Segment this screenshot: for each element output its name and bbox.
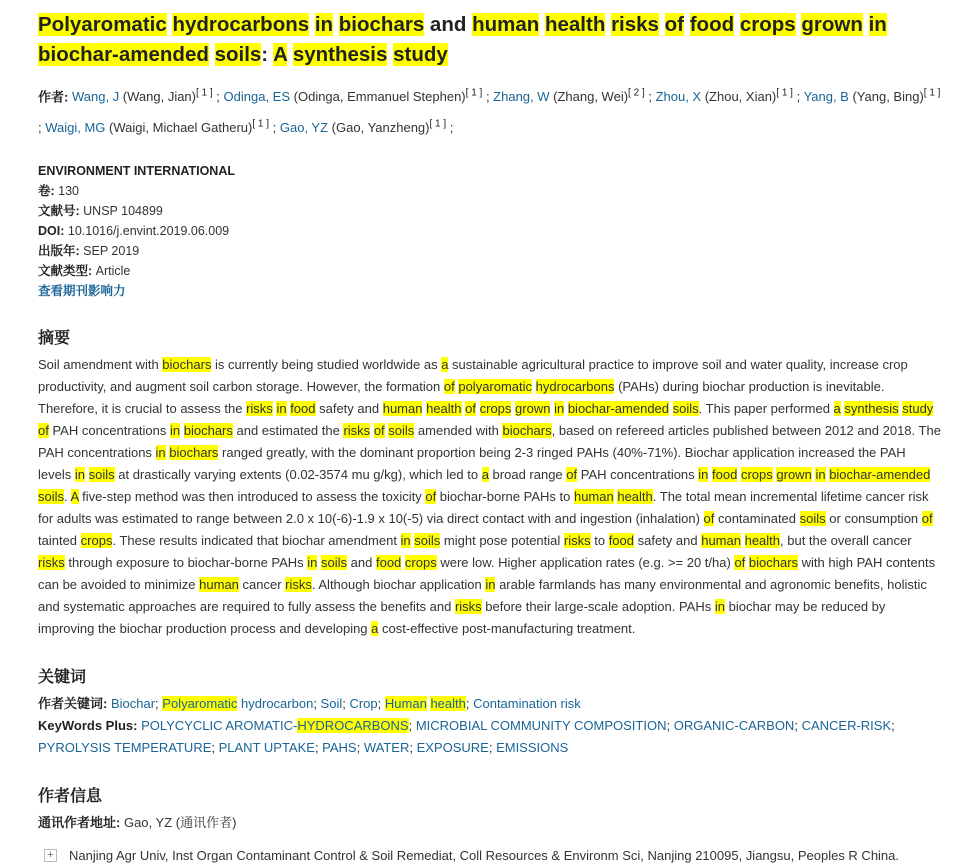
text-segment: hydrocarbon xyxy=(237,695,314,711)
highlighted-term: of xyxy=(373,422,385,438)
keyword-link[interactable] xyxy=(496,740,568,755)
highlighted-term: in xyxy=(698,466,709,482)
text-segment: cost-effective post-manufacturing treatment. xyxy=(378,620,636,636)
highlighted-term: human xyxy=(472,13,540,36)
highlighted-term: synthesis xyxy=(292,43,388,66)
keyword-link[interactable] xyxy=(162,696,313,711)
text-segment xyxy=(209,43,215,66)
highlighted-term: Polyaromatic xyxy=(162,695,238,711)
highlighted-term: a xyxy=(833,400,841,416)
highlighted-term: crops xyxy=(80,532,113,548)
highlighted-term: risks xyxy=(343,422,371,438)
keyword-link[interactable] xyxy=(322,740,356,755)
affiliation-ref[interactable]: [ 2 ] xyxy=(628,88,645,99)
highlighted-term: risks xyxy=(246,400,273,416)
text-segment: PYROLYSIS TEMPERATURE xyxy=(38,739,212,755)
journal-name: ENVIRONMENT INTERNATIONAL xyxy=(38,163,235,178)
publication-meta xyxy=(38,161,941,301)
highlighted-term: grown xyxy=(515,400,551,416)
highlighted-term: biochar-amended xyxy=(567,400,670,416)
highlighted-term: health xyxy=(544,13,606,36)
text-segment: (PAHs) during biochar production is inevitable. Therefore, it is crucial to assess the xyxy=(38,378,885,416)
text-segment: Biochar xyxy=(110,695,156,711)
text-segment xyxy=(287,43,293,66)
volume-value: 130 xyxy=(58,183,80,198)
text-segment: were low. Higher application rates (e.g. >= 20 t/ha) xyxy=(436,554,735,570)
highlighted-term: biochars xyxy=(162,356,212,372)
doi-value: 10.1016/j.envint.2019.06.009 xyxy=(67,223,230,238)
text-segment: five-step method was then introduced to assess the toxicity xyxy=(78,488,426,504)
highlighted-term: soils xyxy=(321,554,348,570)
keyword-link[interactable] xyxy=(416,718,667,733)
highlighted-term: food xyxy=(712,466,738,482)
highlighted-term: soils xyxy=(799,510,826,526)
highlighted-term: in xyxy=(155,444,166,460)
text-segment: POLYCYCLIC AROMATIC- xyxy=(141,717,298,733)
highlighted-term: in xyxy=(714,598,725,614)
highlighted-term: of xyxy=(38,422,49,438)
keyword-link[interactable] xyxy=(321,696,343,711)
keyword-link[interactable] xyxy=(141,718,409,733)
text-segment: Soil amendment with xyxy=(38,356,163,372)
keyword-link[interactable] xyxy=(385,696,466,711)
highlighted-term: health xyxy=(430,695,466,711)
highlighted-term: health xyxy=(426,400,462,416)
highlighted-term: human xyxy=(199,576,239,592)
affiliation-ref[interactable]: [ 1 ] xyxy=(252,118,270,130)
text-segment: Contamination risk xyxy=(473,695,581,711)
highlighted-term: risks xyxy=(285,576,312,592)
article-no-value: UNSP 104899 xyxy=(83,203,163,218)
highlighted-term: crops xyxy=(479,400,512,416)
text-segment: and xyxy=(347,554,376,570)
text-segment: ranged greatly, with the dominant proportion being 2-3 ringed PAHs (40%-71%). Biochar application increased the PAH levels xyxy=(38,444,906,482)
keyword-link[interactable] xyxy=(417,740,489,755)
doctype-value: Article xyxy=(95,263,131,278)
highlighted-term: A xyxy=(70,488,79,504)
text-segment: broad range xyxy=(488,466,567,482)
doi-row: DOI: 10.1016/j.envint.2019.06.009 xyxy=(38,223,230,238)
affiliation-ref[interactable]: [ 1 ] xyxy=(776,88,793,99)
author-link[interactable]: Zhou, X xyxy=(655,89,702,105)
highlighted-term: soils xyxy=(38,488,65,504)
doctype-row: 文献类型: Article xyxy=(38,263,131,278)
highlighted-term: food xyxy=(375,554,402,570)
authors-line xyxy=(38,80,941,141)
highlighted-term: of xyxy=(734,554,746,570)
highlighted-term: crops xyxy=(740,466,773,482)
highlighted-term: in xyxy=(485,576,496,592)
text-segment: cancer xyxy=(238,576,286,592)
highlighted-term: of xyxy=(664,13,685,36)
highlighted-term: of xyxy=(465,400,476,416)
highlighted-term: in xyxy=(868,13,887,36)
highlighted-term: of xyxy=(443,378,455,394)
keywords-plus: KeyWords Plus: POLYCYCLIC AROMATIC-HYDROCARBONS; MICROBIAL COMMUNITY COMPOSITION; ORGANIC-CARBON; CANCER-RISK; PYROLYSIS TEMPERATURE; PLANT UPTAKE; PAHS; WATER; EXPOSURE; EMISSIONS xyxy=(38,717,895,755)
journal-impact-link[interactable]: 查看期刊影响力 xyxy=(38,283,126,298)
author-list: Wang, J (Wang, Jian)[ 1 ] ; Odinga, ES (Odinga, Emmanuel Stephen)[ 1 ] ; Zhang, W (Zhang, Wei)[ 2 ] ; Zhou, X (Zhou, Xian)[ 1 ] ; Yang, B (Yang, Bing)[ 1 ] ; Waigi, MG (Waigi, Michael Gatheru)[ 1 ] ; Gao, YZ (Gao, Yanzheng)[ 1 ] ; xyxy=(38,88,941,135)
text-segment xyxy=(659,13,665,36)
author-keyword-list: Biochar; Polyaromatic hydrocarbon; Soil; Crop; Human health; Contamination risk xyxy=(110,695,581,711)
text-segment xyxy=(684,13,690,36)
text-segment: before their large-scale adoption. PAHs xyxy=(481,598,715,614)
text-segment: MICROBIAL COMMUNITY COMPOSITION xyxy=(415,717,667,733)
text-segment: through exposure to biochar-borne PAHs xyxy=(64,554,308,570)
text-segment xyxy=(333,13,339,36)
keyword-link[interactable] xyxy=(111,696,155,711)
highlighted-term: in xyxy=(400,532,411,548)
text-segment: PLANT UPTAKE xyxy=(218,739,315,755)
highlighted-term: study xyxy=(902,400,934,416)
highlighted-term: grown xyxy=(776,466,812,482)
highlighted-term: food xyxy=(689,13,735,36)
keyword-link[interactable] xyxy=(674,718,795,733)
highlighted-term: risks xyxy=(454,598,482,614)
text-segment: amended with xyxy=(414,422,503,438)
author-info-heading: 作者信息 xyxy=(38,787,103,805)
highlighted-term: soils xyxy=(672,400,699,416)
text-segment xyxy=(309,13,315,36)
article-no-row: 文献号: UNSP 104899 xyxy=(38,203,163,218)
highlighted-term: biochars xyxy=(169,444,219,460)
text-segment: . Although biochar application xyxy=(311,576,486,592)
keywords-plus-list: POLYCYCLIC AROMATIC-HYDROCARBONS; MICROBIAL COMMUNITY COMPOSITION; ORGANIC-CARBON; CANCER-RISK; PYROLYSIS TEMPERATURE; PLANT UPTAKE; PAHS; WATER; EXPOSURE; EMISSIONS xyxy=(38,717,895,755)
text-segment: PAHS xyxy=(322,739,357,755)
text-segment: might pose potential xyxy=(440,532,564,548)
highlighted-term: a xyxy=(371,620,379,636)
highlighted-term: biochars xyxy=(183,422,233,438)
text-segment: safety and xyxy=(315,400,383,416)
text-segment: EMISSIONS xyxy=(496,739,569,755)
highlighted-term: in xyxy=(74,466,85,482)
pubdate-value: SEP 2019 xyxy=(83,243,140,258)
highlighted-term: in xyxy=(815,466,826,482)
author-link[interactable]: Yang, B xyxy=(803,89,849,105)
highlighted-term: of xyxy=(425,488,437,504)
abstract-text xyxy=(38,354,941,640)
text-segment: sustainable agricultural practice to improve soil and water quality, increase crop productivity, and augment soil carbon storage. However, the formation xyxy=(38,356,908,394)
text-segment: : xyxy=(261,43,274,66)
highlighted-term: food xyxy=(290,400,316,416)
highlighted-term: crops xyxy=(739,13,796,36)
text-segment: . xyxy=(64,488,71,504)
text-segment: PAH concentrations xyxy=(577,466,699,482)
highlighted-term: A xyxy=(273,43,288,66)
text-segment: contaminated xyxy=(714,510,800,526)
highlighted-term: biochar-amended xyxy=(38,43,209,66)
highlighted-term: health xyxy=(617,488,653,504)
highlighted-term: soils xyxy=(414,532,441,548)
highlighted-term: risks xyxy=(611,13,659,36)
highlighted-term: risks xyxy=(563,532,591,548)
text-segment: WATER xyxy=(363,739,410,755)
text-segment: EXPOSURE xyxy=(416,739,489,755)
text-segment: Soil xyxy=(320,695,343,711)
authors-label: 作者: xyxy=(38,89,69,105)
highlighted-term: of xyxy=(566,466,578,482)
pubdate-row: 出版年: SEP 2019 xyxy=(38,243,140,258)
highlighted-term: soils xyxy=(88,466,115,482)
text-segment: CANCER-RISK xyxy=(801,717,892,733)
highlighted-term: biochars xyxy=(502,422,552,438)
highlighted-term: soils xyxy=(388,422,415,438)
keyword-link[interactable] xyxy=(802,718,892,733)
text-segment: safety and xyxy=(634,532,702,548)
corresponding-author: 通讯作者地址: Gao, YZ (通讯作者) xyxy=(38,814,237,830)
text-segment: . These results indicated that biochar amendment xyxy=(112,532,401,548)
affiliation-ref[interactable]: [ 1 ] xyxy=(196,88,213,99)
text-segment: . This paper performed xyxy=(698,400,834,416)
highlighted-term: grown xyxy=(801,13,863,36)
highlighted-term: in xyxy=(554,400,565,416)
highlighted-term: Polyaromatic xyxy=(38,13,167,36)
text-segment: arable farmlands has many environmental and agronomic benefits, holistic and systematic approaches are required to fully assess the benefits and xyxy=(38,576,927,614)
highlighted-term: human xyxy=(573,488,614,504)
highlighted-term: soils xyxy=(214,43,262,66)
affiliation-ref[interactable]: [ 1 ] xyxy=(465,88,483,99)
highlighted-term: hydrocarbons xyxy=(535,378,615,394)
page-title xyxy=(38,10,941,70)
text-segment: Crop xyxy=(349,695,378,711)
text-segment: biochar may be reduced by improving the biochar production process and developing xyxy=(38,598,886,636)
author-link[interactable]: Waigi, MG xyxy=(45,119,106,135)
text-segment: , based on refereed articles published between 2012 and 2018. The PAH concentrations xyxy=(38,422,941,460)
text-segment: ORGANIC-CARBON xyxy=(673,717,795,733)
highlighted-term: a xyxy=(441,356,449,372)
volume-row: 卷: 130 xyxy=(38,183,80,198)
highlighted-term: study xyxy=(393,43,448,66)
highlighted-term: in xyxy=(170,422,181,438)
highlighted-term: HYDROCARBONS xyxy=(297,717,409,733)
text-segment: PAH concentrations xyxy=(48,422,170,438)
text-segment xyxy=(734,13,740,36)
highlighted-term: risks xyxy=(38,554,65,570)
highlighted-term: hydrocarbons xyxy=(172,13,310,36)
keyword-link[interactable] xyxy=(349,696,377,711)
text-segment: with high PAH contents can be avoided to minimize xyxy=(38,554,936,592)
text-segment: biochar-borne PAHs to xyxy=(436,488,574,504)
text-segment xyxy=(863,13,869,36)
highlighted-term: crops xyxy=(404,554,437,570)
author-link[interactable]: Wang, J xyxy=(71,89,120,105)
highlighted-term: a xyxy=(481,466,489,482)
highlighted-term: in xyxy=(307,554,318,570)
keywords-heading: 关键词 xyxy=(38,668,87,686)
author-link[interactable]: Zhang, W xyxy=(493,89,550,105)
highlighted-term: Human xyxy=(384,695,427,711)
text-segment: and xyxy=(424,13,473,36)
highlighted-term: human xyxy=(701,532,741,548)
highlighted-term: in xyxy=(276,400,287,416)
highlighted-term: biochar-amended xyxy=(829,466,931,482)
text-segment: is currently being studied worldwide as xyxy=(211,356,442,372)
highlighted-term: synthesis xyxy=(844,400,899,416)
highlighted-term: in xyxy=(314,13,334,36)
affiliation-ref[interactable]: [ 1 ] xyxy=(923,88,941,99)
address-row xyxy=(38,846,941,866)
highlighted-term: health xyxy=(744,532,781,548)
affiliation-ref[interactable]: [ 1 ] xyxy=(429,118,447,130)
author-link[interactable]: Gao, YZ xyxy=(279,119,329,135)
highlighted-term: biochars xyxy=(338,13,425,36)
highlighted-term: human xyxy=(382,400,423,416)
keyword-link[interactable] xyxy=(473,696,581,711)
author-link[interactable]: Odinga, ES xyxy=(223,89,291,105)
text-segment: . The total mean incremental lifetime cancer risk for adults was estimated to range between 2.0 x 10(-6)-1.9 x 10(-5) via direct contact with and ingestion (inhalation) xyxy=(38,488,929,526)
highlighted-term: polyaromatic xyxy=(458,378,533,394)
text-segment: at drastically varying extents (0.02-3574 mu g/kg), which led to xyxy=(114,466,482,482)
keyword-link[interactable] xyxy=(38,740,211,755)
keyword-link[interactable] xyxy=(219,740,315,755)
corresponding-author-value: Gao, YZ (通讯作者) xyxy=(123,814,237,830)
abstract-heading: 摘要 xyxy=(38,329,71,347)
highlighted-term: of xyxy=(921,510,933,526)
text-segment: and estimated the xyxy=(232,422,344,438)
address-text: Nanjing Agr Univ, Inst Organ Contaminant Control & Soil Remediat, Coll Resources & Environm Sci, Nanjing 210095, Jiangsu, Peoples R China. xyxy=(69,847,900,863)
highlighted-term: biochars xyxy=(748,554,799,570)
author-keywords: 作者关键词: Biochar; Polyaromatic hydrocarbon; Soil; Crop; Human health; Contamination risk xyxy=(38,695,581,711)
highlighted-term: of xyxy=(703,510,715,526)
text-segment: or consumption xyxy=(825,510,922,526)
text-segment: tainted xyxy=(38,532,81,548)
expand-icon[interactable]: + xyxy=(44,849,57,862)
text-segment: , but the overall cancer xyxy=(780,532,912,548)
highlighted-term: food xyxy=(608,532,634,548)
text-segment: to xyxy=(590,532,609,548)
keyword-link[interactable] xyxy=(364,740,410,755)
